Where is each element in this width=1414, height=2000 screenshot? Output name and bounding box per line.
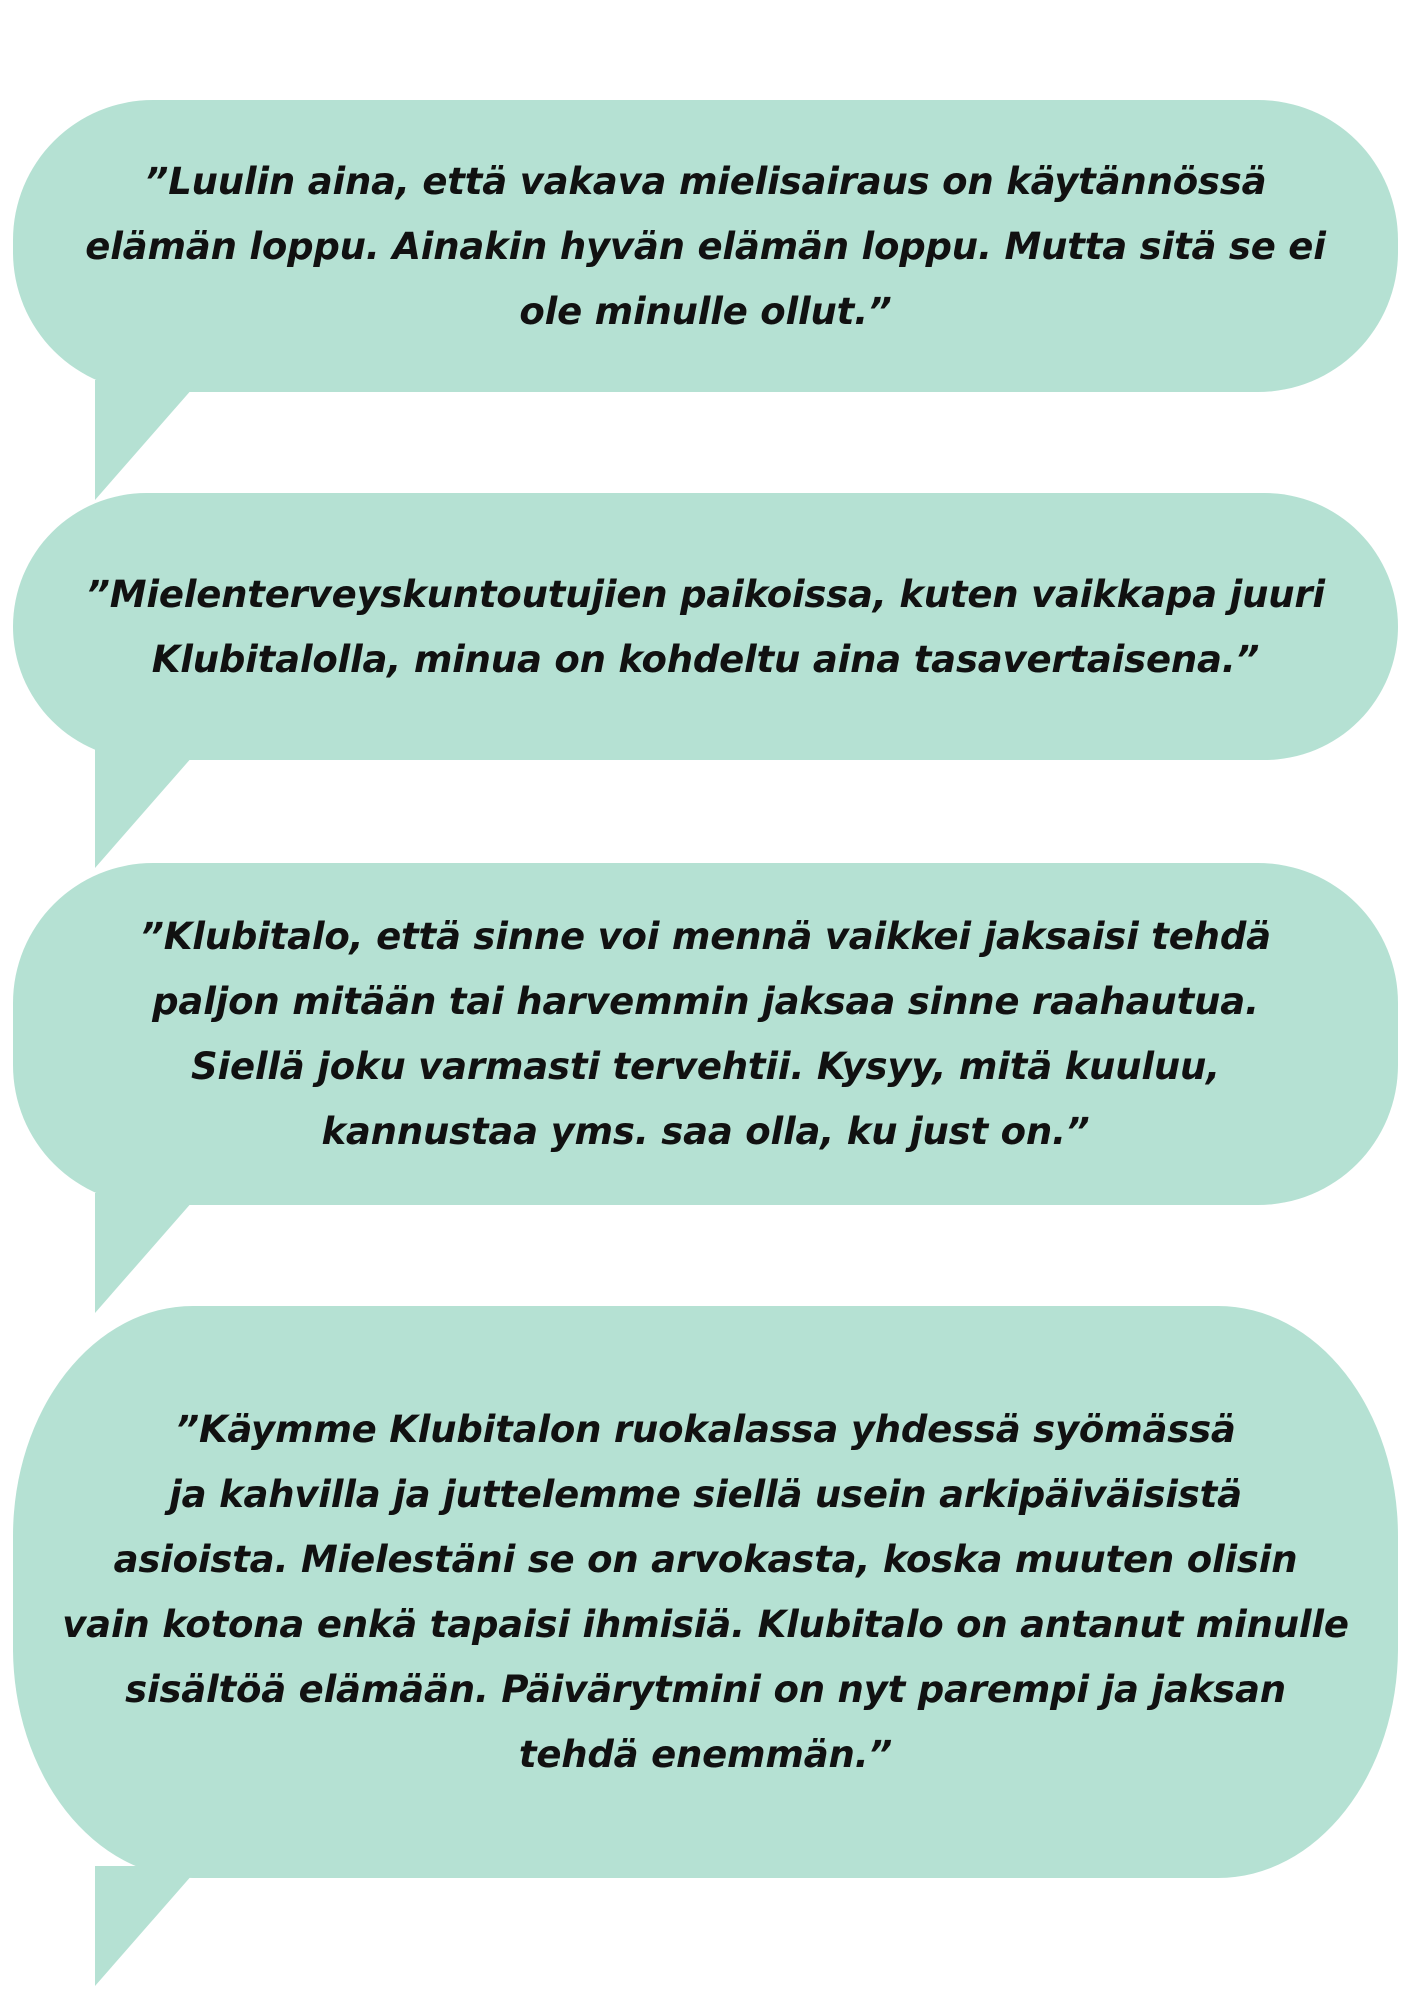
speech-bubble-3 — [13, 863, 1398, 1205]
quote-line: vain kotona enkä tapaisi ihmisiä. Klubitalo on antanut minulle — [62, 1603, 1349, 1646]
quote-text-3 — [140, 904, 1271, 1164]
speech-bubble-2 — [13, 493, 1398, 760]
quote-line: ”Luulin aina, että vakava mielisairaus on käytännössä — [144, 159, 1267, 203]
speech-bubble-tail-3 — [95, 1193, 200, 1313]
quote-line: asioista. Mielestäni se on arvokasta, koska muuten olisin — [113, 1538, 1298, 1581]
quote-line: Siellä joku varmasti tervehtii. Kysyy, mitä kuuluu, — [191, 1045, 1220, 1088]
quote-line: ”Käymme Klubitalon ruokalassa yhdessä syömässä — [175, 1408, 1236, 1451]
quote-text-4 — [62, 1397, 1348, 1787]
quote-line: ”Mielenterveyskuntoutujien paikoissa, kuten vaikkapa juuri — [86, 572, 1325, 616]
quote-line: elämän loppu. Ainakin hyvän elämän loppu. Mutta sitä se ei — [85, 224, 1326, 268]
quote-text-2 — [86, 562, 1325, 692]
quote-line: paljon mitään tai harvemmin jaksaa sinne raahautua. — [152, 980, 1259, 1023]
quote-line: kannustaa yms. saa olla, ku just on.” — [321, 1110, 1090, 1153]
quote-line: sisältöä elämään. Päivärytmini on nyt parempi ja jaksan — [125, 1668, 1286, 1711]
quote-line: tehdä enemmän.” — [518, 1733, 893, 1776]
speech-bubble-1 — [13, 100, 1398, 392]
quote-line: ”Klubitalo, että sinne voi mennä vaikkei jaksaisi tehdä — [140, 915, 1271, 958]
quote-text-1 — [85, 149, 1325, 344]
quote-line: ole minulle ollut.” — [519, 289, 892, 333]
quote-line: Klubitalolla, minua on kohdeltu aina tasavertaisena.” — [151, 637, 1260, 681]
speech-bubble-tail-4 — [95, 1866, 200, 1986]
speech-bubble-4 — [13, 1306, 1398, 1878]
speech-bubble-tail-2 — [95, 748, 200, 868]
speech-bubble-tail-1 — [95, 380, 200, 500]
quote-line: ja kahvilla ja juttelemme siellä usein arkipäiväisistä — [169, 1473, 1242, 1516]
